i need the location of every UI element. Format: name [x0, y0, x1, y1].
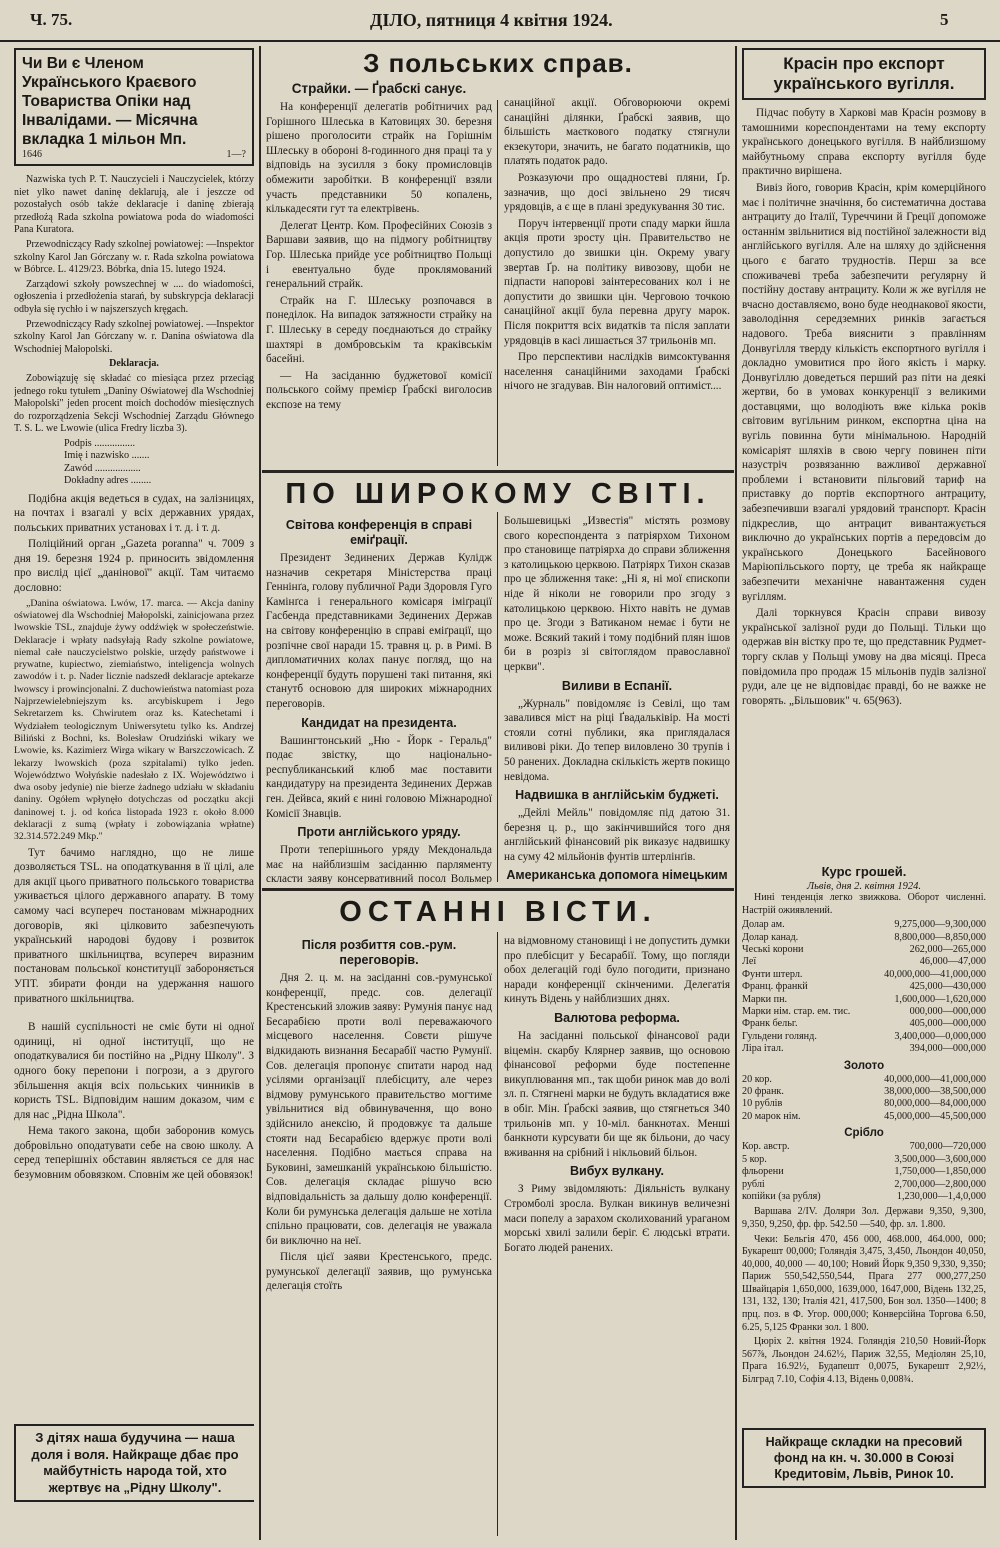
polish-affairs-section: [266, 48, 730, 468]
declaration-form: [14, 438, 254, 488]
column-rule-1: [259, 46, 261, 1540]
polish-c2-p2: Розказуючи про ощадностеві пляни, Ґр. зазначив, що досі звільнено 29 тисяч урядовців, а є ще в плані зредукування 30 тис.: [504, 171, 730, 214]
ua-paragraph-5: Нема такого закона, щоби заборонив комусь добровільно оподатувати себе на свою школу. А серед теперішніх обставин являється се для нас безумовним обовязком. Сповнім же цей обовязок!: [14, 1125, 254, 1182]
cheque-rates: Чеки: Бельгія 470, 456 000, 468.000, 464.000, 000; Букарешт 00,000; Голяндія 3,475, 3,450, Льондон 40,050, 40,000, 40,000 — 40,100; Новий Йорк 9,350 9,330, 9,350; Париж 550,542,550,544, Прага 277 000,277,250 Швайцарія 1,650,000, 1639,000, 1647,000, Відень 132,25, 131, 132, 130; Італія 421, 417,500, Бон зол. 1350—1400; 8 прц. поз. в Ф. Угор. 000,000; Конверсійна Торгова 6.50, 6.25, 5,125 Франки зол. 1 800.: [742, 1233, 986, 1333]
rate-name: 10 рублів: [742, 1098, 783, 1110]
currency-row: [742, 994, 986, 1006]
rate-value: 262,000—265,000: [909, 944, 986, 955]
currency-row: [742, 969, 986, 981]
latest-p1: Дня 2. ц. м. на засіданні сов.-румунської конференції, предс. сов. делегації Крестенський зложив заяву: Румунія панує над Бесарабією проти волі переважаючого місцевого населення. Совєти рішуче відкидають визнання Бесарабії частю Румунії. Сов. делегація пропонує спитати народ над усілями організації плебісциту, але через відмову румунського правительство могтиме увільнитися від обвинувачення, що воно здійснило анексію, й продовжує та дальше стояти над Бесарабією вдержує проти волі населення. Подібно мається справа на Буковині, замешканій українською більшістю. Сов. делегація складає рішучо всю відповідальність за дальшу долю конференції. Коли би румунська делегація дальше не хотіла спільно працювати, сов. делегація не уважала би виключно на неї.: [266, 972, 492, 1247]
rate-value: 1,750,000—1,850,000: [894, 1166, 986, 1178]
box-ref-right: 1—?: [226, 149, 246, 160]
rate-value: 45,000,000—45,500,000: [884, 1110, 986, 1122]
form-profession: Zawód ..................: [64, 462, 141, 474]
polish-c2-p3: Поруч інтервенції проти спаду марки йшла акція проти зросту цін. Правительство не допустило до звишки цін. Окрему увагу звертав Ґр. на політику вивозову, щоби не підпасти напорові заінтересованих кол і не допустити до звишки цін. Черговою точкою санаційної акції була перевна другу марок. Після покриття всіх видатків та після заплати урядовців в касі лишається 37 трильонів мп.: [504, 217, 730, 347]
latest-h3: Вибух вулкану.: [570, 1164, 664, 1179]
rates-date: Львів, дня 2. квітня 1924.: [806, 881, 921, 892]
world-p5: „Журналь" повідомляє із Севілі, що там завалився міст на ріці Ґвадальківір. На мості стояли сотні публики, яка приглядалася виливові ріки. До тепер виловлено 30 трупів і 50 ранених. Докладна скількість жертв покищо невідома.: [504, 697, 730, 783]
latest-p2: на відмовному становищі і не допустить думки про плебісцит у Бесарабії. Тому, що погляди обох делегацій годі було погодити, признано наради конференції скінченими. Делегатія кинуть Відень у найблизших днях.: [504, 935, 730, 1006]
currency-row: [742, 981, 986, 993]
polish-c1-p3: Страйк на Г. Шлеську розпочався в понеділок. На випадок затяжности страйку на Г. Шлеську в середу поєднаються до страйку шахтярі в домбровськім та краківськім басейні.: [266, 294, 492, 366]
latest-h1: Після розбиття сов.-рум. переговорів.: [301, 938, 457, 967]
gold-title: Золото: [843, 1059, 885, 1072]
ua-paragraph-1: Подібна акція ведеться в судах, на залізницях, на почтах і взагалі у всіх державних урядах, польських приватних установах і т. д. і т. д.: [14, 492, 254, 534]
column-rule-2: [735, 46, 737, 1540]
world-p6: „Дейлі Мейль" повідомляє під датою 31. березня ц. р., що закінчившийся того дня англійський фінансовий рік виказує надвишку на суму 42 мільйонів фунтів штерлінґів.: [504, 807, 730, 863]
invalids-box-title: Чи Ви є Членом Українського Краєвого Товариства Опіки над Інвалідами. — Місячна вкладка 1 мільон Мп.: [22, 55, 198, 148]
rate-value: 405,000—000,000: [909, 1018, 986, 1030]
page-number-left: Ч. 75.: [30, 10, 73, 29]
rate-value: 700,000—720,000: [909, 1141, 986, 1153]
latest-news-title: ОСТАННІ ВІСТИ.: [339, 896, 657, 928]
polish-c1-p4: — На засіданню буджетової комісії польського сойму премієр Ґрабскі виголосив експозе на тему: [266, 369, 492, 411]
rates-note: Нині тенденція легко звижкова. Оборот численні. Настрій ожиявлений.: [742, 892, 986, 916]
ridna-shkola-text: З дітях наша будучина — наша доля і воля. Найкраще дбає про майбутність народа той, хто жертвує на „Рідну Школу".: [31, 1430, 239, 1495]
rate-value: 9,275,000—9,300,000: [894, 919, 986, 931]
polish-c2-p4: Про перспективи наслідків вимсоктування населення санаційними заходами Ґрабскі нічого не згадував. Він налоговий оптиміст....: [504, 351, 730, 393]
declaration-title: Deklaracja.: [109, 358, 159, 370]
rate-name: Кор. австр.: [742, 1141, 790, 1153]
silver-title: Срібло: [844, 1127, 884, 1140]
rate-value: 3,400,000—0,000,000: [894, 1030, 986, 1042]
exchange-rates: [742, 860, 986, 1389]
krasin-p2: Вивіз його, говорив Красін, крім комерційного має і політичне значіння, бо систематична достава антрациту до Італії, Туреччини й Греції допоможе останнім звільнитися від постійної залежности від англійського вугілля. Але на шляху до здійснення цього є багато трудностів. Перш за все споживачеві треба забезпечити реґулярну й постійну доставу антрациту. Коли ж же вугілля не вчасно доставляємо, воно буде неоднакової якости, заволодіння середземних ринків загається надового. Треба вияснити з правлінням Донвугілля тверду кількість експортного вугілля і докладно умовитися про його якість і марку. Донвугіллю доведеться перший раз піти на деякі жертви, бо в умовах конкуренції з великими доставцями, що володіють вже кілька років світовим вугільним ринком, експортна ціна на вугіль повинна бути мінімальною. Народній комісаріят шляхів в свою чергу повинен піти назустріч розвязанню важливої державної проблеми і встановити пільговий тариф на приставку до портів експортного антрациту, забезпечивши взагалі урядовий транспорт. Красін підкреслив, що антрацит вивантажується виключно до українських портів а передовсім до українського Донецького Басейнового Маріюпільського порту, це треба як найкраще забезпечити механічне навантаження суден вугіллям.: [742, 181, 986, 603]
currency-row: [742, 1043, 986, 1055]
rate-name: Франц. франкй: [742, 981, 808, 993]
rate-name: Долар ам.: [742, 919, 785, 931]
polish-signature-1: Przewodniczący Rady szkolnej powiatowej: —Inspektor szkolny Karol Jan Górczany w. r. Rada szkolna powiatowa w Bóbrce. L. 4129/23. Bóbrka, dnia 15. lutego 1924.: [14, 238, 254, 276]
rate-name: Фунти штерл.: [742, 968, 803, 980]
world-news-section: [266, 478, 730, 884]
rate-name: Ліра італ.: [742, 1043, 784, 1055]
krasin-title: Красін про експорт українського вугілля.: [773, 54, 955, 93]
gold-table: [742, 1074, 986, 1124]
masthead-date: ДІЛО, пятниця 4 квітня 1924.: [370, 10, 613, 30]
silver-row: [742, 1154, 986, 1166]
latest-news-section: [266, 896, 730, 1538]
rate-name: фльорени: [742, 1166, 784, 1178]
world-p3: Проти теперішнього уряду Мекдональда має на найблизшім засіданню парляменту скласти заяву консервативний посол Вольмер: [266, 844, 492, 884]
currency-row: [742, 956, 986, 968]
rate-value: 1,230,000—1,4,0,000: [896, 1190, 986, 1202]
rate-value: 000,000—000,000: [909, 1006, 986, 1018]
form-signature: Podpis ................: [64, 437, 136, 449]
rate-name: Гульдени голянд.: [742, 1030, 817, 1042]
rate-value: 425,000—430,000: [909, 981, 986, 993]
world-h3: Проти англійського уряду.: [297, 825, 461, 840]
rate-value: 38,000,000—38,500,000: [884, 1086, 986, 1098]
latest-p1b: Після цієї заяви Крестенського, предс. румунської делегації заявив, що румунська делегація стоїть: [266, 1251, 492, 1293]
currency-row: [742, 919, 986, 931]
page-header: [0, 0, 1000, 42]
rate-name: 20 кор.: [742, 1073, 772, 1085]
form-address: Dokładny adres ........: [64, 475, 152, 487]
latest-p4: З Риму звідомляють: Діяльність вулкану Стромболі зросла. Вулкан викинув величезні маси попелу а зарахом сколихований ураганом морські хвилі залили беріг. Є людські втрати. Богато людей ранених.: [504, 1183, 730, 1254]
rate-name: 20 марок нім.: [742, 1110, 801, 1122]
rate-value: 46,000—47,000: [919, 956, 986, 968]
rule-above-world: [262, 470, 734, 473]
polish-c1-p2: Делегат Центр. Ком. Професійних Союзів з Варшави заявив, що на підмогу робітництву Гор. Шлеська прийде усе робітництво Польщі і евентуально буде проклямований генеральний страйк.: [266, 219, 492, 291]
world-h5: Виливи в Еспанії.: [561, 678, 673, 693]
rate-name: Франк бельг.: [742, 1018, 798, 1030]
silver-row: [742, 1141, 986, 1153]
world-p4: Большевицькі „Известія" містять розмову свого кореспондента з патріярхом Тихоном про становище патріярха до справи зближення з католицькою церквою. Патріярх Тихон сказав про це зближення таке: „Ні я, ні мої єпископи ніде й ніколи не говорили про згоду з католицькою церквою. Ніхто навіть не думав про це. Згоди з Ватиканом немає і бути не може. Всякий такий і тому подібний плян ішов би в розріз зі світоглядом православної церкви".: [504, 515, 730, 673]
ridna-shkola-box: [14, 1424, 254, 1502]
silver-row: [742, 1191, 986, 1203]
polish-signature-2: Przewodniczący Rady szkolnej powiatowej. —Inspektor szkolny Karol Jan Górczany w. r. Danina oświatowa dla Wschodniej Małopolski.: [14, 318, 254, 355]
krasin-p3: Далі торкнувся Красін справи вивозу української залізної руди до Польщі. Тільки що одержав він вістку про те, що представник Рудмет-торгу склав у Польщі умову на два місяці. Преса повідомила про продаж 15 мільонів пудів залізної руди, але це не відповідає правді, бо не важке не говорять. „Більшовик" ч. 65(963).: [742, 607, 986, 707]
polish-paragraph-2: Zarządowi szkoły powszechnej w .... do wiadomości, ogłoszenia i przedłożenia starań, by subskrypcja deklaracji odbyła się rychło i w najszerszych kręgach.: [14, 278, 254, 315]
ua-paragraph-2: Поліційний орган „Gazeta poranna" ч. 7009 з дня 19. березня 1924 р. приносить звідомлення про вислід цієї „данінової" акції. Там читаємо дословно:: [14, 538, 254, 595]
polish-c1-p1: На конференції делегатів робітничих рад Горішного Шлеська в Катовицях 30. березня рішено проголосити страйк на Горішнім Шлеську в обороні 8-годинного дня праці та у відповідь на зусилля з боку промисловців обмежити заробітки. В конференції взяли участь представники 50 копалень, кількадесяти гут та електрівень.: [266, 101, 492, 216]
latest-inner-rule: [497, 932, 498, 1536]
warsaw-rates: Варшава 2/IV. Доляри Зол. Держави 9,350, 9,300, 9,350, 9,250, фр. фр. 542.50 —540, фр. зл. 1.800.: [742, 1206, 986, 1230]
rate-name: 5 кор.: [742, 1153, 767, 1165]
currency-row: [742, 932, 986, 944]
world-h1: Світова конференція в справі еміґрації.: [285, 518, 473, 547]
world-h6: Надвишка в англійськім буджеті.: [515, 788, 719, 803]
latest-p3: На засіданні польської фінансової ради віцемін. скарбу Клярнер заявив, що основою фінансової реформи буде постепенне викуплювання мп., так щоби ринок мав до волі зл. п. Стягнені марки не будуть вкладатися вже в обіг. Мін. Ґрабскі заявив, що стягнеться 340 трильонів мп. у 10-міл. банкнотах. Менші банкноти курсувати би ще як більони, до часу вживання на срібний і нікльовий більон.: [504, 1029, 730, 1159]
rate-value: 40,000,000—41,000,000: [884, 1073, 986, 1085]
rate-value: 3,500,000—3,600,000: [894, 1153, 986, 1165]
rate-value: 8,800,000—8,850,000: [894, 931, 986, 943]
gold-row: [742, 1074, 986, 1086]
world-h2: Кандидат на президента.: [301, 715, 457, 730]
silver-row: [742, 1166, 986, 1178]
currency-table: [742, 919, 986, 1055]
rate-name: Марки нім. стар. ем. тис.: [742, 1006, 851, 1018]
zurich-rates: Цюріх 2. квітня 1924. Голяндія 210,50 Новий-Йорк 567⅞, Льондон 24.62½, Париж 32,55, Медіолян 25,10, Прага 16.92½, Будапешт 0,0075, Букарешт 2,92½, Білград 7.10, Софія 4.13, Відень 0,008¾.: [742, 1336, 986, 1386]
ua-paragraph-4: В нашій суспільності не сміє бути ні одної одиниці, ні одної інституції, що не оподаткувалися би постійно на „Рідну Школу". З одного боку перепони і погрози, а з другого збільшення акція всіх польських чинників в користь TSL. Відповідим нашим доказом, чим є для нас „Рідна Школа".: [14, 1021, 254, 1121]
form-name: Imię i nazwisko .......: [64, 450, 150, 462]
world-h7: Американська допомога німецьким: [506, 868, 728, 883]
latest-h2: Валютова реформа.: [554, 1010, 680, 1025]
polish-inner-rule: [497, 100, 498, 466]
world-p2: Вашингтонський „Ню - Йорк - Геральд" подає звістку, що національно-республиканський клюб має поставити кандидатуру на президента Зединених Держав ген. Дейвса, який є нині головою Міжнародної Комісії Знавців.: [266, 734, 492, 820]
ua-paragraph-3: Тут бачимо наглядно, що не лише дозволяється TSL. на оподаткування в її цілі, але для акції цього приватного польського товариства уживається цілого державного апарату. В тому самому часі всупереч постановам міжнародних договорів, які цілковито забезпечують український народові будову і розвиток приватного шкільництва, всупереч виразним постановам польської конституції забороняється УПТ. збирати фонди на удержання нашого приватного шкільництва.: [14, 846, 254, 1005]
rate-name: рублі: [742, 1178, 765, 1190]
currency-row: [742, 1018, 986, 1030]
page-number-right: 5: [940, 10, 949, 29]
rate-name: Марки пн.: [742, 993, 788, 1005]
polish-c2-p1: санаційної акції. Обговорюючи окремі санаційні ділянки, Ґрабскі заявив, що більшість маєткового податку стягнули екзекутори, значить, не багато податників, що платять податок радо.: [504, 97, 730, 168]
rate-name: копійки (за рубля): [742, 1190, 821, 1202]
gold-row: [742, 1098, 986, 1110]
rate-value: 394,000—000,000: [909, 1043, 986, 1055]
rates-title: Курс грошей.: [821, 864, 907, 879]
gold-row: [742, 1111, 986, 1123]
rate-name: Долар канад.: [742, 931, 799, 943]
currency-row: [742, 944, 986, 956]
world-inner-rule: [497, 512, 498, 882]
polish-paragraph-1: Nazwiska tych P. T. Nauczycieli i Nauczycielek, którzy niet ylko nawet daninę deklarują, ale i jeszcze od pozostałych osób także deklaracje i daninę zbierają przedłożą Rada szkolna powiatowa poda do wiadomości Pana Kuratora.: [14, 174, 254, 236]
world-p1: Президент Зединених Держав Кулідж назначив секретаря Міністерства праці Геннінґа, голову публичної Ради Здоровля Гуго Камінґса і генерального комісаря іміґрації Гасбенда представниками Зединених Держав на світову конференцію в справі еміґрації, що розпічне свої наради 15. травня ц. р. в Римі. В дипломатичних колах панує погляд, що на конференції будуть порушені такі питання, які станутб основою для широких міжнародних переговорів.: [266, 552, 492, 710]
krasin-p1: Підчас побуту в Харкові мав Красін розмову в тамошними кореспондентами на тему експорту українського донецького вугілля. В найблизшому майбутньому справа експорту вугілля буде практично вирішена.: [742, 107, 986, 178]
rate-value: 80,000,000—84,000,000: [884, 1098, 986, 1110]
silver-row: [742, 1179, 986, 1191]
rate-name: Чеські корони: [742, 944, 804, 955]
rate-value: 1,600,000—1,620,000: [894, 993, 986, 1005]
polish-affairs-subtitle: Страйки. — Ґрабскі санує.: [291, 81, 467, 96]
currency-row: [742, 1031, 986, 1043]
declaration-text: Zobowiązuję się składać co miesiąca przez przeciąg jednego roku tytułem „Daniny Oświatowej dla Wschodniej Małopolski" jeden procent moich dochodów miesięcznych do rozporządzenia Sekcji Wschodniej Zarządu Głównego T. S. L. we Lwowie (ulica Fredry liczba 3).: [14, 372, 254, 435]
invalids-box: [14, 48, 254, 166]
currency-row: [742, 1006, 986, 1018]
rate-value: 2,700,000—2,800,000: [894, 1178, 986, 1190]
world-news-title: ПО ШИРОКОМУ СВІТІ.: [285, 478, 711, 510]
left-column: [14, 48, 254, 1538]
silver-table: [742, 1141, 986, 1203]
rate-name: Леї: [742, 956, 757, 968]
krasin-title-box: [742, 48, 986, 100]
polish-quote: „Danina oświatowa. Lwów, 17. marca. — Akcja daniny oświatowej dla Wschodniej Małopolski, zainicjowana przez lwowskie TSL, znajduje żywy oddźwięk w społeczeństwie. Deklaracje i wpłaty nadsyłają Rady szkolne powiatowe, niemal całe nauczycielstwo polskie, urzędy państwowe i prywatne, kupiectwo, ziemiaństwo, inteligencja wolnych zawodów i t. p. Nader licznie nadszedł deklaracje aptekarze lwowscy i prowincjonalni. Z duchowieństwa natomiast poza Najprzewielebniejszym ks. arcybiskupem i Jego Sekretarzem ks. Chwirutem oraz ks. Katechetami i Wydziałem teologicznym Uniwersytetu tylko ks. Andrzej Biliński z Bochni, ks. Bolesław Orudziński wikary we Lwowie, ks. Kazimierz Wirga wikary w Barszczowicach. Z lekarzy lwowskich (poza szpitalami) tylko jeden. Województwo Wołyńskie nadesłało z IX. Województwo i dwa osoby jedynie) nie bierze żadnego udziału w składaniu daniny. Ogółem wpłynęło dotychczas od początku akcji daninowej t. j. od końca listopada 1923 r. około 8.000 deklaracji z sumą (wpłaty i zobowiązania wpłatne) 32.314.572.249 Mkp.": [14, 597, 254, 843]
right-column: [742, 48, 986, 1538]
gold-row: [742, 1086, 986, 1098]
rate-value: 40,000,000—41,000,000: [884, 968, 986, 980]
polish-affairs-title: З польських справ.: [363, 48, 633, 78]
box-ref-left: 1646: [22, 149, 42, 160]
rate-name: 20 франк.: [742, 1086, 784, 1098]
press-fund-box: [742, 1428, 986, 1488]
rule-above-latest: [262, 888, 734, 891]
press-fund-text: Найкраще складки на пресовий фонд на кн. ч. 30.000 в Союзі Кредитовім, Львів, Ринок 10.: [765, 1435, 963, 1481]
